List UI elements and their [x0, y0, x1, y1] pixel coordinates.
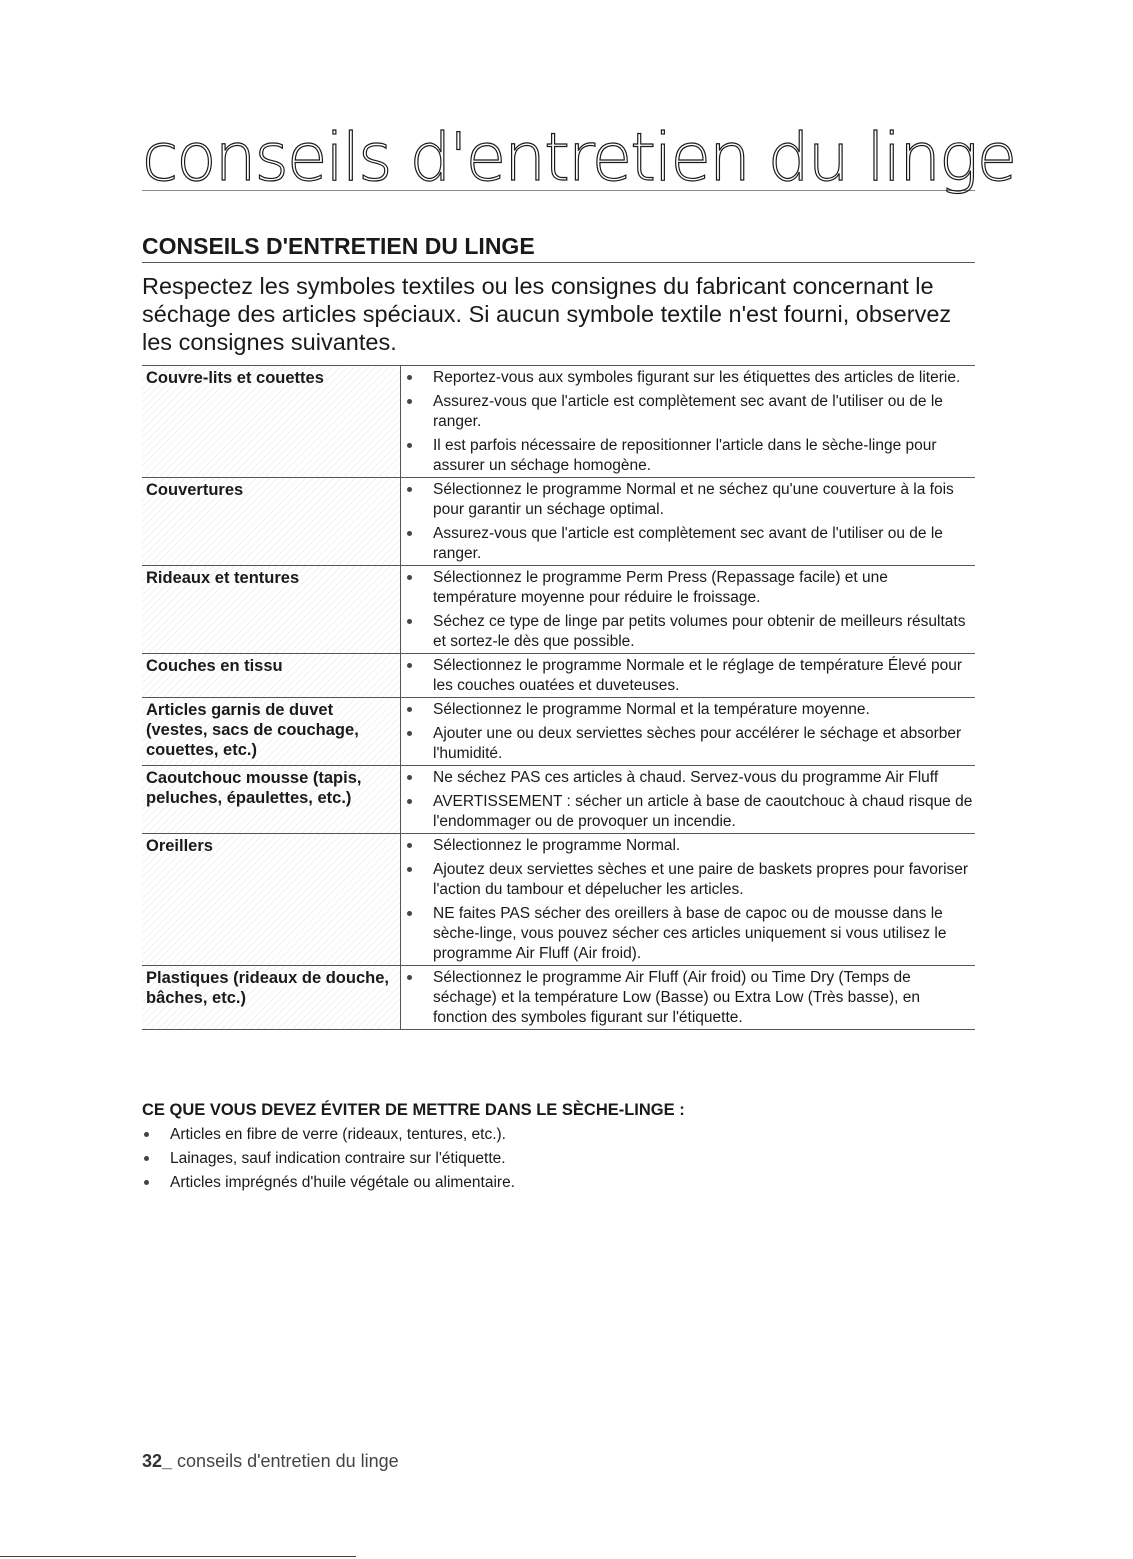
- avoid-list: [142, 1125, 982, 1197]
- tip-item: Sélectionnez le programme Perm Press (Repassage facile) et une température moyenne pour réduire le froissage.: [401, 568, 975, 608]
- tip-item: Il est parfois nécessaire de repositionner l'article dans le sèche-linge pour assurer un séchage homogène.: [401, 436, 975, 476]
- tip-item: Sélectionnez le programme Normal et la température moyenne.: [401, 700, 975, 720]
- table-row: [142, 478, 975, 566]
- tips-cell: [401, 834, 976, 966]
- category-cell: Couvre-lits et couettes: [142, 366, 401, 478]
- list-item: Articles en fibre de verre (rideaux, tentures, etc.).: [142, 1125, 982, 1145]
- bottom-divider: [0, 1556, 356, 1557]
- intro-paragraph: Respectez les symboles textiles ou les consignes du fabricant concernant le séchage des articles spéciaux. Si aucun symbole textile n'est fourni, observez les consignes suivantes.: [142, 273, 952, 355]
- care-table: [142, 365, 975, 1030]
- tip-item: Sélectionnez le programme Normal.: [401, 836, 975, 856]
- category-cell: Oreillers: [142, 834, 401, 966]
- page-footer: [142, 1450, 399, 1472]
- tips-cell: [401, 478, 976, 566]
- avoid-heading: CE QUE VOUS DEVEZ ÉVITER DE METTRE DANS LE SÈCHE-LINGE :: [142, 1101, 685, 1119]
- category-cell: Couvertures: [142, 478, 401, 566]
- tip-item: Sélectionnez le programme Normale et le réglage de température Élevé pour les couches ouatées et duveteuses.: [401, 656, 975, 696]
- tips-cell: [401, 698, 976, 766]
- tips-cell: [401, 766, 976, 834]
- list-item: Articles imprégnés d'huile végétale ou alimentaire.: [142, 1173, 982, 1193]
- section-heading: CONSEILS D'ENTRETIEN DU LINGE: [142, 232, 975, 263]
- category-cell: Caoutchouc mousse (tapis, peluches, épaulettes, etc.): [142, 766, 401, 834]
- tips-cell: [401, 566, 976, 654]
- footer-text: conseils d'entretien du linge: [172, 1451, 399, 1471]
- tip-item: Assurez-vous que l'article est complètement sec avant de l'utiliser ou de le ranger.: [401, 392, 975, 432]
- category-cell: Couches en tissu: [142, 654, 401, 698]
- tip-item: Reportez-vous aux symboles figurant sur les étiquettes des articles de literie.: [401, 368, 975, 388]
- table-row: [142, 566, 975, 654]
- tip-item: Ajouter une ou deux serviettes sèches pour accélérer le séchage et absorber l'humidité.: [401, 724, 975, 764]
- tip-item: Ne séchez PAS ces articles à chaud. Servez-vous du programme Air Fluff: [401, 768, 975, 788]
- tip-item: Ajoutez deux serviettes sèches et une paire de baskets propres pour favoriser l'action du tambour et dépelucher les articles.: [401, 860, 975, 900]
- tips-cell: [401, 654, 976, 698]
- category-cell: Plastiques (rideaux de douche, bâches, etc.): [142, 966, 401, 1030]
- table-row: [142, 366, 975, 478]
- tip-item: Sélectionnez le programme Normal et ne séchez qu'une couverture à la fois pour garantir un séchage optimal.: [401, 480, 975, 520]
- table-row: [142, 654, 975, 698]
- page-number: 32_: [142, 1451, 173, 1471]
- table-row: [142, 966, 975, 1030]
- table-row: [142, 766, 975, 834]
- tips-cell: [401, 366, 976, 478]
- tip-item: NE faites PAS sécher des oreillers à base de capoc ou de mousse dans le sèche-linge, vous pouvez sécher ces articles uniquement si vous utilisez le programme Air Fluff (Air froid).: [401, 904, 975, 964]
- tip-item: Sélectionnez le programme Air Fluff (Air froid) ou Time Dry (Temps de séchage) et la température Low (Basse) ou Extra Low (Très basse), en fonction des symboles figurant sur l'étiquette.: [401, 968, 975, 1028]
- tip-item: Assurez-vous que l'article est complètement sec avant de l'utiliser ou de le ranger.: [401, 524, 975, 564]
- category-cell: Articles garnis de duvet (vestes, sacs de couchage, couettes, etc.): [142, 698, 401, 766]
- tip-item: Séchez ce type de linge par petits volumes pour obtenir de meilleurs résultats et sortez-le dès que possible.: [401, 612, 975, 652]
- category-cell: Rideaux et tentures: [142, 566, 401, 654]
- table-row: [142, 698, 975, 766]
- page-title: conseils d'entretien du linge: [142, 119, 1016, 196]
- tips-cell: [401, 966, 976, 1030]
- list-item: Lainages, sauf indication contraire sur l'étiquette.: [142, 1149, 982, 1169]
- tip-item: AVERTISSEMENT : sécher un article à base de caoutchouc à chaud risque de l'endommager ou de provoquer un incendie.: [401, 792, 975, 832]
- table-row: [142, 834, 975, 966]
